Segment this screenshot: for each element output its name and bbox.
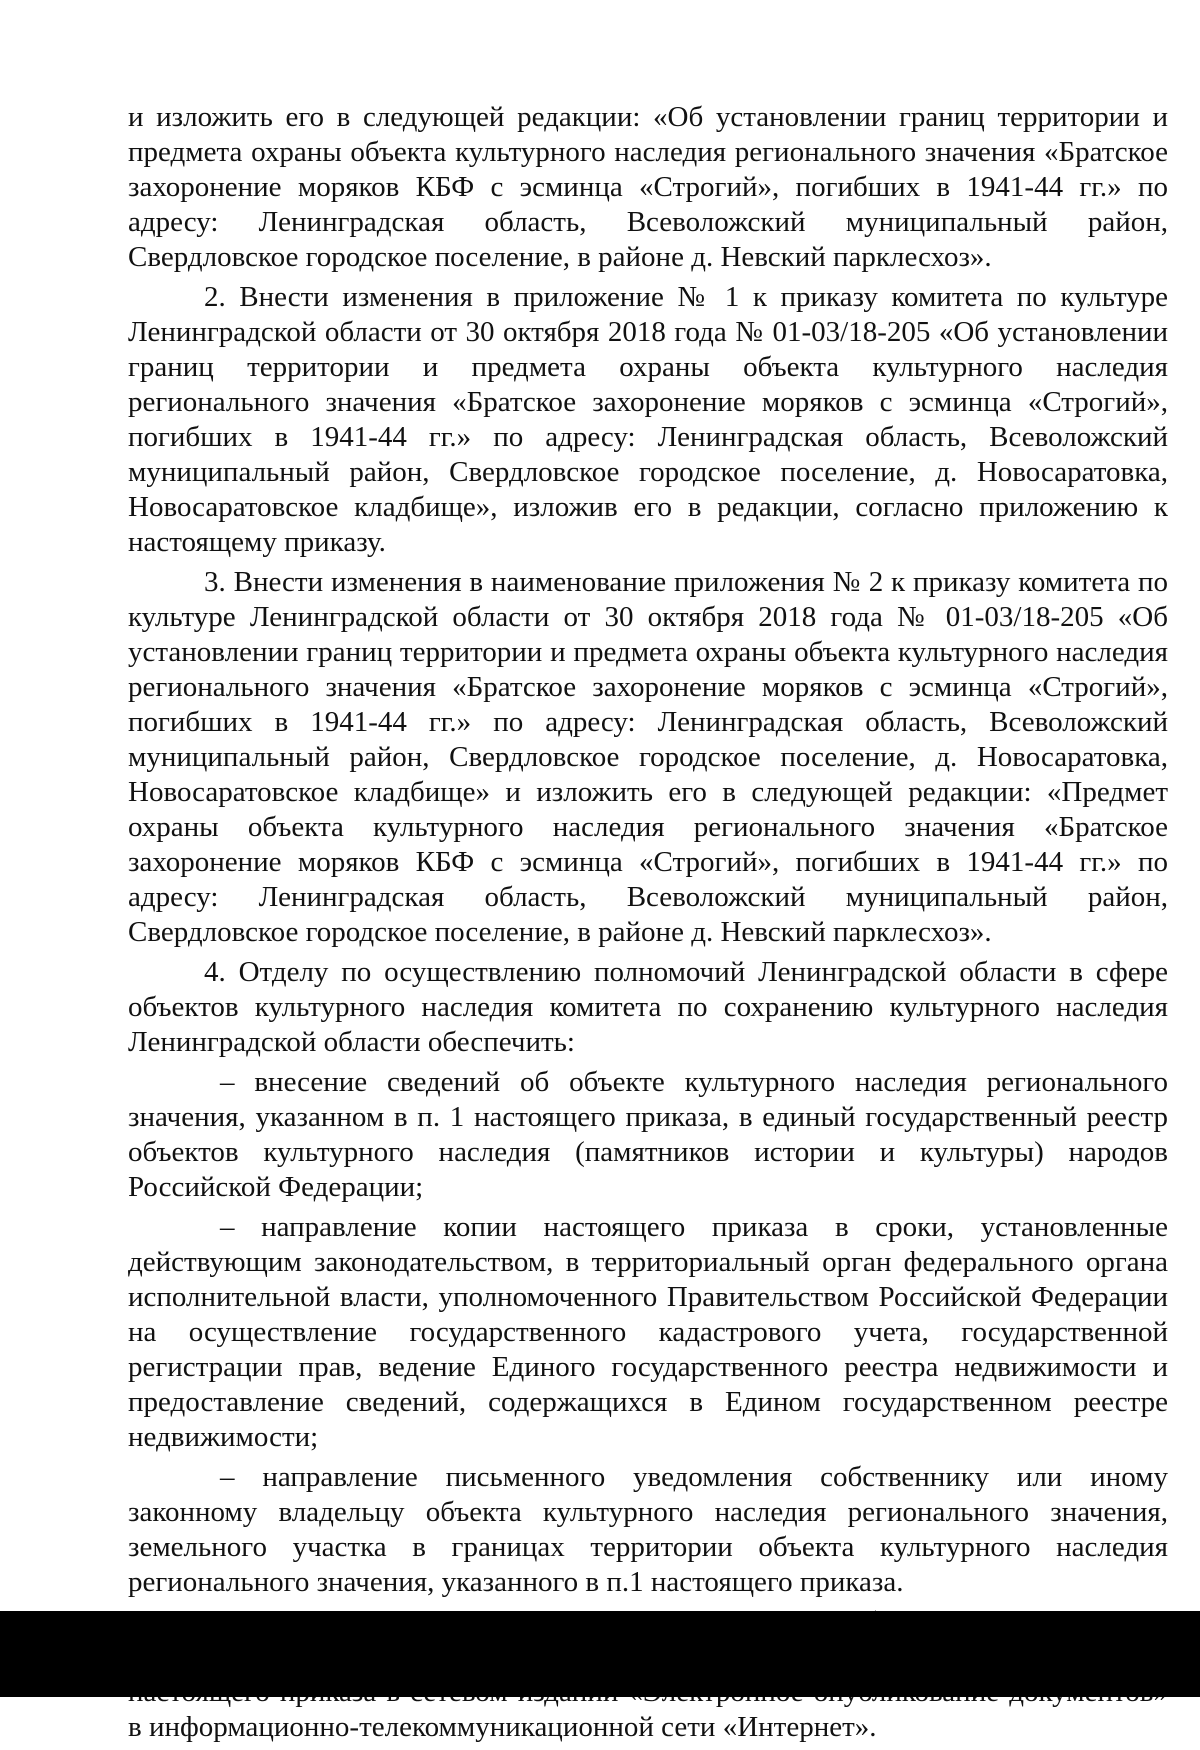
paragraph-dash-1: – внесение сведений об объекте культурного наследия регионального значения, указанном в п. 1 настоящего приказа, в единый государственный реестр объектов культурного наследия (памятников истории и культуры) народов Российской Федерации; [128,1066,1168,1203]
document-body [128,100,1168,1750]
paragraph-dash-3: – направление письменного уведомления собственнику или иному законному владельцу объекта культурного наследия регионального значения, земельного участка в границах территории объекта культурного наследия регионального значения, указанного в п.1 настоящего приказа. [128,1461,1168,1598]
paragraph-continuation: и изложить его в следующей редакции: «Об установлении границ территории и предмета охраны объекта культурного наследия регионального значения «Братское захоронение моряков КБФ с эсминца «Строгий», погибших в 1941-44 гг.» по адресу: Ленинградская область, Всеволожский муниципальный район, Свердловское городское поселение, в районе д. Невский парклесхоз». [128,101,1168,273]
paragraph-dash-2: – направление копии настоящего приказа в сроки, установленные действующим законодательством, в территориальный орган федерального органа исполнительной власти, уполномоченного Правительством Российской Федерации на осуществление государственного кадастрового учета, государственной регистрации прав, ведение Единого государственного реестра недвижимости и предоставление сведений, содержащихся в Едином государственном реестре недвижимости; [128,1211,1168,1453]
paragraph-item-3: 3. Внести изменения в наименование приложения № 2 к приказу комитета по культуре Ленинградской области от 30 октября 2018 года № 01-03/18-205 «Об установлении границ территории и предмета охраны объекта культурного наследия регионального значения «Братское захоронение моряков с эсминца «Строгий», погибших в 1941-44 гг.» по адресу: Ленинградская область, Всеволожский муниципальный район, Свердловское городское поселение, д. Новосаратовка, Новосаратовское кладбище» и изложить его в следующей редакции: «Предмет охраны объекта культурного наследия регионального значения «Братское захоронение моряков КБФ с эсминца «Строгий», погибших в 1941-44 гг.» по адресу: Ленинградская область, Всеволожский муниципальный район, Свердловское городское поселение, в районе д. Невский парклесхоз». [128,566,1168,948]
paragraph-item-4: 4. Отделу по осуществлению полномочий Ленинградской области в сфере объектов культурного наследия комитета по сохранению культурного наследия Ленинградской области обеспечить: [128,956,1168,1058]
paragraph-item-2: 2. Внести изменения в приложение № 1 к приказу комитета по культуре Ленинградской области от 30 октября 2018 года № 01-03/18-205 «Об установлении границ территории и предмета охраны объекта культурного наследия регионального значения «Братское захоронение моряков с эсминца «Строгий», погибших в 1941-44 гг.» по адресу: Ленинградская область, Всеволожский муниципальный район, Свердловское городское поселение, д. Новосаратовка, Новосаратовское кладбище», изложив его в редакции, согласно приложению к настоящему приказу. [128,281,1168,558]
paragraph-item-5: в информационно-телекоммуникационной сети «Интернет». [128,1711,877,1743]
scan-edge-bar [0,1611,1200,1697]
